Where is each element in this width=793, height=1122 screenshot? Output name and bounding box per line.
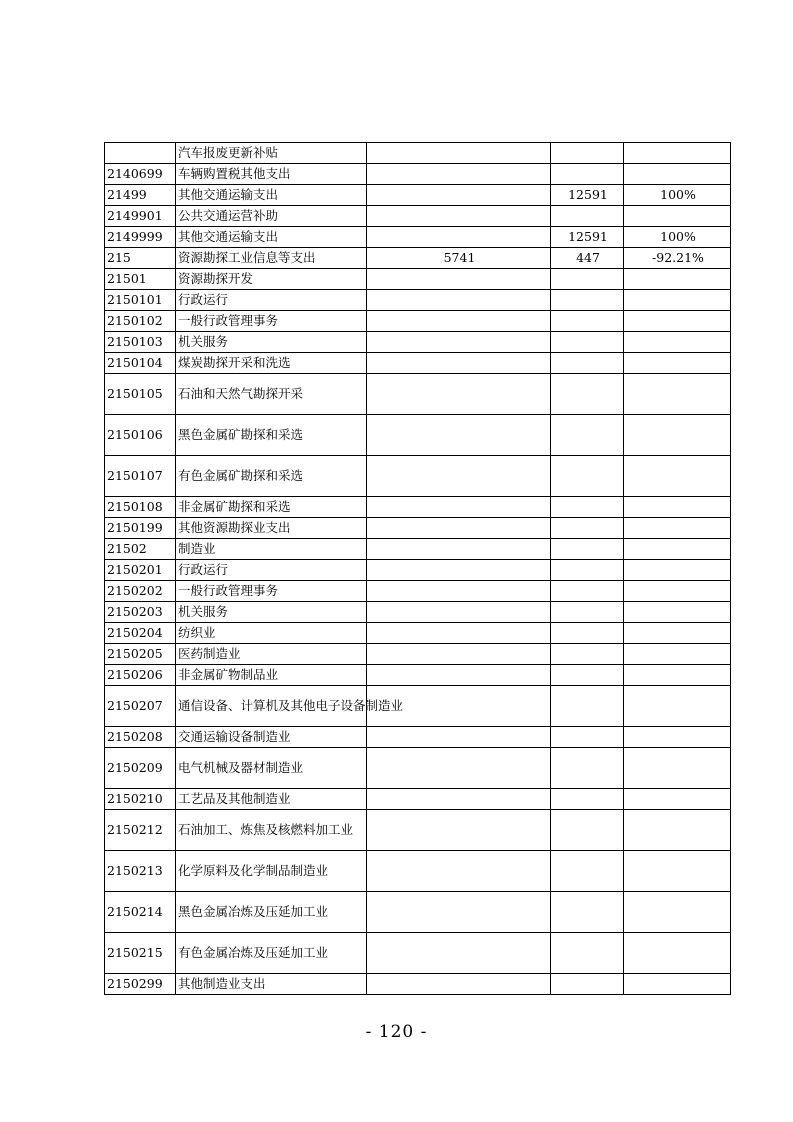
table-row [105, 185, 731, 206]
item-code-cell: 2150202 [105, 581, 176, 602]
table-row [105, 374, 731, 415]
item-name-cell: 其他交通运输支出 [176, 185, 367, 206]
growth-rate-cell [624, 311, 731, 332]
table-row [105, 974, 731, 995]
amount-cell [551, 374, 624, 415]
item-code-cell: 2150201 [105, 560, 176, 581]
amount-cell [367, 415, 551, 456]
amount-cell [367, 374, 551, 415]
growth-rate-cell [624, 539, 731, 560]
amount-cell [367, 933, 551, 974]
item-code-cell: 2150102 [105, 311, 176, 332]
budget-table-body [105, 143, 731, 995]
growth-rate-cell [624, 290, 731, 311]
table-row [105, 933, 731, 974]
amount-cell [551, 353, 624, 374]
budget-table-container [104, 142, 731, 995]
item-name-cell: 非金属矿物制品业 [176, 665, 367, 686]
table-row [105, 143, 731, 164]
amount-cell [551, 892, 624, 933]
item-name-cell: 车辆购置税其他支出 [176, 164, 367, 185]
amount-cell [551, 539, 624, 560]
table-row [105, 269, 731, 290]
item-name-cell: 通信设备、计算机及其他电子设备制造业 [176, 686, 367, 727]
amount-cell [551, 789, 624, 810]
item-code-cell: 2150101 [105, 290, 176, 311]
growth-rate-cell [624, 456, 731, 497]
item-name-cell: 行政运行 [176, 290, 367, 311]
amount-cell [367, 164, 551, 185]
table-row [105, 727, 731, 748]
amount-cell [551, 332, 624, 353]
amount-cell [367, 851, 551, 892]
item-name-cell: 一般行政管理事务 [176, 311, 367, 332]
amount-cell [367, 974, 551, 995]
table-row [105, 851, 731, 892]
amount-cell [551, 206, 624, 227]
amount-cell [367, 518, 551, 539]
item-code-cell: 2149999 [105, 227, 176, 248]
item-code-cell: 2150206 [105, 665, 176, 686]
amount-cell [367, 623, 551, 644]
item-name-cell: 汽车报废更新补贴 [176, 143, 367, 164]
growth-rate-cell [624, 665, 731, 686]
growth-rate-cell [624, 518, 731, 539]
item-name-cell: 行政运行 [176, 560, 367, 581]
growth-rate-cell [624, 892, 731, 933]
amount-cell [551, 581, 624, 602]
item-code-cell: 21501 [105, 269, 176, 290]
amount-cell [367, 602, 551, 623]
amount-cell [367, 185, 551, 206]
growth-rate-cell [624, 686, 731, 727]
item-name-cell: 其他交通运输支出 [176, 227, 367, 248]
item-name-cell: 纺织业 [176, 623, 367, 644]
item-code-cell: 2150209 [105, 748, 176, 789]
item-code-cell: 215 [105, 248, 176, 269]
table-row [105, 560, 731, 581]
table-row [105, 206, 731, 227]
growth-rate-cell [624, 974, 731, 995]
amount-cell [551, 644, 624, 665]
table-row [105, 892, 731, 933]
item-name-cell: 交通运输设备制造业 [176, 727, 367, 748]
table-row [105, 748, 731, 789]
amount-cell [367, 206, 551, 227]
item-name-cell: 制造业 [176, 539, 367, 560]
amount-cell [551, 748, 624, 789]
amount-cell [367, 810, 551, 851]
item-name-cell: 石油和天然气勘探开采 [176, 374, 367, 415]
item-name-cell: 其他制造业支出 [176, 974, 367, 995]
item-name-cell: 机关服务 [176, 602, 367, 623]
growth-rate-cell [624, 143, 731, 164]
growth-rate-cell [624, 497, 731, 518]
growth-rate-cell [624, 353, 731, 374]
item-code-cell: 2150104 [105, 353, 176, 374]
table-row [105, 353, 731, 374]
amount-cell [367, 456, 551, 497]
table-row [105, 644, 731, 665]
amount-cell [367, 332, 551, 353]
amount-cell [551, 851, 624, 892]
growth-rate-cell [624, 727, 731, 748]
amount-cell [367, 143, 551, 164]
item-name-cell: 机关服务 [176, 332, 367, 353]
item-code-cell: 2150103 [105, 332, 176, 353]
amount-cell [551, 143, 624, 164]
item-code-cell: 2150203 [105, 602, 176, 623]
growth-rate-cell [624, 581, 731, 602]
growth-rate-cell [624, 623, 731, 644]
table-row [105, 665, 731, 686]
table-row [105, 539, 731, 560]
amount-cell [367, 581, 551, 602]
table-row [105, 290, 731, 311]
amount-cell [551, 974, 624, 995]
item-code-cell: 2140699 [105, 164, 176, 185]
page-number: - 120 - [365, 1022, 428, 1042]
table-row [105, 810, 731, 851]
item-name-cell: 一般行政管理事务 [176, 581, 367, 602]
amount-cell [551, 602, 624, 623]
table-row [105, 332, 731, 353]
amount-cell [367, 748, 551, 789]
amount-cell [551, 727, 624, 748]
item-code-cell: 2150106 [105, 415, 176, 456]
growth-rate-cell [624, 644, 731, 665]
amount-cell [367, 789, 551, 810]
item-code-cell: 2150214 [105, 892, 176, 933]
table-row [105, 248, 731, 269]
item-code-cell: 21502 [105, 539, 176, 560]
item-name-cell: 工艺品及其他制造业 [176, 789, 367, 810]
amount-cell [367, 497, 551, 518]
item-code-cell: 2150299 [105, 974, 176, 995]
amount-cell [367, 269, 551, 290]
amount-cell [367, 560, 551, 581]
amount-cell [367, 727, 551, 748]
amount-cell [551, 810, 624, 851]
item-name-cell: 有色金属冶炼及压延加工业 [176, 933, 367, 974]
amount-cell: 5741 [367, 248, 551, 269]
item-name-cell: 其他资源勘探业支出 [176, 518, 367, 539]
item-name-cell: 黑色金属矿勘探和采选 [176, 415, 367, 456]
item-code-cell: 2150207 [105, 686, 176, 727]
item-name-cell: 有色金属矿勘探和采选 [176, 456, 367, 497]
growth-rate-cell [624, 206, 731, 227]
table-row [105, 456, 731, 497]
amount-cell [367, 290, 551, 311]
table-row [105, 602, 731, 623]
growth-rate-cell [624, 269, 731, 290]
amount-cell [551, 665, 624, 686]
table-row [105, 518, 731, 539]
budget-table [104, 142, 731, 995]
amount-cell [551, 311, 624, 332]
item-name-cell: 非金属矿勘探和采选 [176, 497, 367, 518]
amount-cell [367, 665, 551, 686]
amount-cell: 12591 [551, 227, 624, 248]
item-name-cell: 石油加工、炼焦及核燃料加工业 [176, 810, 367, 851]
table-row [105, 164, 731, 185]
table-row [105, 686, 731, 727]
amount-cell [551, 269, 624, 290]
amount-cell [551, 518, 624, 539]
growth-rate-cell [624, 851, 731, 892]
item-code-cell: 21499 [105, 185, 176, 206]
amount-cell [367, 227, 551, 248]
item-code-cell: 2150210 [105, 789, 176, 810]
growth-rate-cell [624, 789, 731, 810]
amount-cell: 447 [551, 248, 624, 269]
item-code-cell: 2150204 [105, 623, 176, 644]
table-row [105, 311, 731, 332]
item-code-cell [105, 143, 176, 164]
table-row [105, 227, 731, 248]
amount-cell [551, 164, 624, 185]
growth-rate-cell [624, 810, 731, 851]
item-code-cell: 2149901 [105, 206, 176, 227]
growth-rate-cell [624, 164, 731, 185]
amount-cell [551, 933, 624, 974]
amount-cell [367, 892, 551, 933]
table-row [105, 415, 731, 456]
amount-cell [551, 560, 624, 581]
amount-cell [551, 290, 624, 311]
growth-rate-cell [624, 415, 731, 456]
growth-rate-cell [624, 602, 731, 623]
item-name-cell: 煤炭勘探开采和洗选 [176, 353, 367, 374]
amount-cell [367, 353, 551, 374]
table-row [105, 581, 731, 602]
item-code-cell: 2150199 [105, 518, 176, 539]
item-name-cell: 黑色金属冶炼及压延加工业 [176, 892, 367, 933]
amount-cell: 12591 [551, 185, 624, 206]
item-name-cell: 电气机械及器材制造业 [176, 748, 367, 789]
item-code-cell: 2150208 [105, 727, 176, 748]
amount-cell [551, 497, 624, 518]
amount-cell [551, 415, 624, 456]
amount-cell [367, 311, 551, 332]
item-name-cell: 资源勘探工业信息等支出 [176, 248, 367, 269]
table-row [105, 497, 731, 518]
table-row [105, 623, 731, 644]
item-name-cell: 医药制造业 [176, 644, 367, 665]
amount-cell [367, 539, 551, 560]
table-row [105, 789, 731, 810]
growth-rate-cell [624, 374, 731, 415]
growth-rate-cell: 100% [624, 227, 731, 248]
growth-rate-cell: 100% [624, 185, 731, 206]
growth-rate-cell [624, 560, 731, 581]
amount-cell [367, 644, 551, 665]
growth-rate-cell [624, 933, 731, 974]
item-name-cell: 公共交通运营补助 [176, 206, 367, 227]
growth-rate-cell: -92.21% [624, 248, 731, 269]
item-code-cell: 2150213 [105, 851, 176, 892]
amount-cell [551, 686, 624, 727]
item-name-cell: 化学原料及化学制品制造业 [176, 851, 367, 892]
item-code-cell: 2150212 [105, 810, 176, 851]
amount-cell [551, 623, 624, 644]
growth-rate-cell [624, 332, 731, 353]
amount-cell [551, 456, 624, 497]
item-name-cell: 资源勘探开发 [176, 269, 367, 290]
item-code-cell: 2150215 [105, 933, 176, 974]
item-code-cell: 2150108 [105, 497, 176, 518]
item-code-cell: 2150107 [105, 456, 176, 497]
item-code-cell: 2150205 [105, 644, 176, 665]
growth-rate-cell [624, 748, 731, 789]
item-code-cell: 2150105 [105, 374, 176, 415]
